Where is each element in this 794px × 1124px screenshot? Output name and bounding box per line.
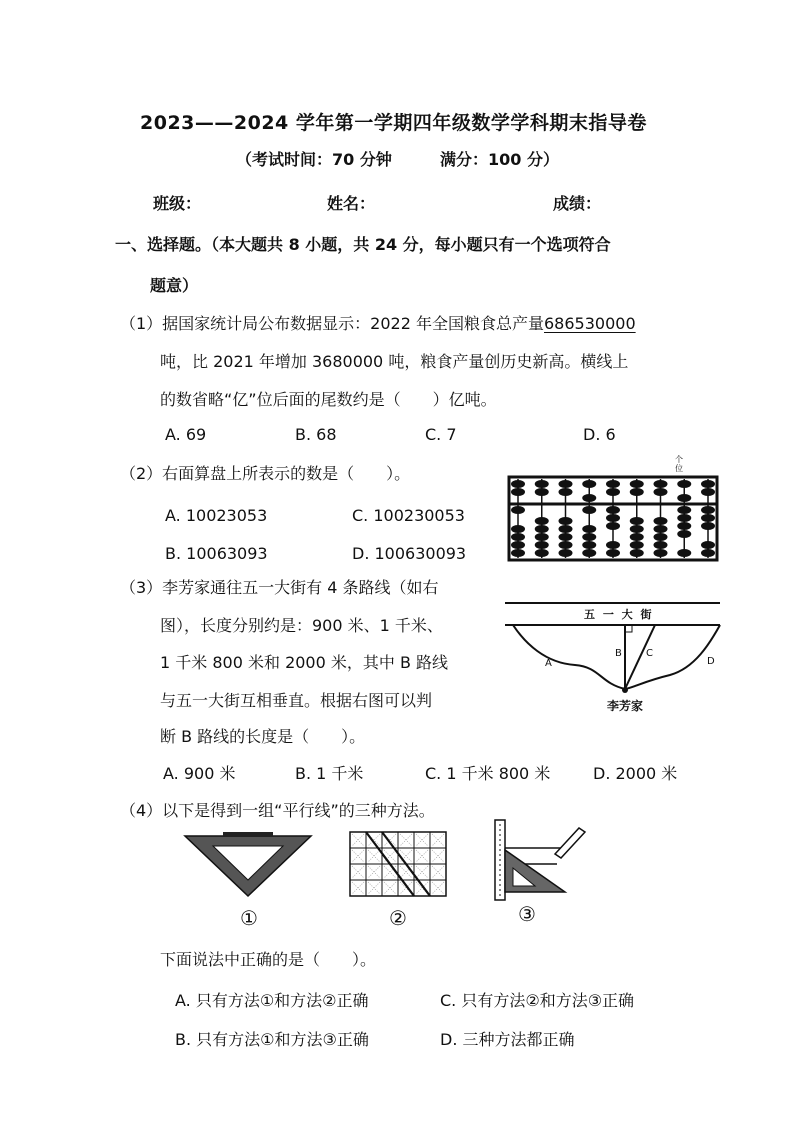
abacus-bead: [677, 480, 691, 488]
q3-line5: 断 B 路线的长度是（ ）。: [160, 727, 366, 746]
abacus-bead: [630, 525, 644, 533]
abacus-bead: [535, 525, 549, 533]
abacus-bead: [654, 541, 668, 549]
section-heading-cont: 题意）: [150, 276, 199, 295]
abacus-bead: [606, 541, 620, 549]
q1-option-c: C. 7: [425, 425, 457, 444]
abacus-bead: [535, 480, 549, 488]
abacus-bead: [559, 541, 573, 549]
abacus-bead: [582, 533, 596, 541]
abacus-bead: [701, 522, 715, 530]
home-point: [622, 687, 628, 693]
abacus-bead: [559, 517, 573, 525]
abacus-bead: [511, 525, 525, 533]
abacus-unit-char: 个: [675, 455, 683, 464]
grade-label: 成绩：: [553, 194, 602, 213]
q3-line2: 图），长度分别约是：900 米、1 千米、: [160, 616, 443, 635]
figure-label-1: ①: [240, 906, 258, 930]
map-home-label: 李芳家: [607, 699, 644, 713]
q1-line2: 吨，比 2021 年增加 3680000 吨，粮食产量创历史新高。横线上: [160, 352, 629, 371]
exam-title: 2023——2024 学年第一学期四年级数学学科期末指导卷: [140, 112, 647, 134]
abacus-bead: [535, 549, 549, 557]
route-a-label: A: [545, 658, 552, 669]
abacus-unit-label: [675, 455, 683, 473]
abacus-bead: [582, 494, 596, 502]
route-a-line: [513, 625, 625, 689]
q4-option-c: C. 只有方法②和方法③正确: [440, 991, 635, 1010]
guide-ruler: [223, 832, 273, 837]
abacus-bead: [511, 506, 525, 514]
method-3-figure: [493, 820, 588, 900]
exam-full-score: 满分：100 分）: [440, 150, 559, 169]
q4-stem: （4）以下是得到一组“平行线”的三种方法。: [120, 801, 435, 820]
route-c-label: C: [646, 648, 653, 659]
abacus-bead: [701, 488, 715, 496]
q2-option-c: C. 100230053: [352, 506, 465, 525]
abacus-bead: [630, 517, 644, 525]
abacus-bead: [677, 514, 691, 522]
abacus-bead: [559, 488, 573, 496]
abacus-bead: [654, 480, 668, 488]
q3-option-c: C. 1 千米 800 米: [425, 764, 551, 783]
abacus-bead: [511, 488, 525, 496]
abacus-bead: [606, 549, 620, 557]
abacus-bead: [582, 525, 596, 533]
figure-label-2: ②: [389, 906, 407, 930]
q1-underlined-number: 686530000: [544, 314, 636, 333]
abacus-bead: [582, 506, 596, 514]
q2-stem: （2）右面算盘上所表示的数是（ ）。: [120, 464, 411, 483]
q1-line3: 的数省略“亿”位后面的尾数约是（ ）亿吨。: [160, 390, 497, 409]
abacus-bead: [511, 480, 525, 488]
q2-option-a: A. 10023053: [165, 506, 268, 525]
q1-option-b: B. 68: [295, 425, 337, 444]
abacus-bead: [630, 488, 644, 496]
abacus-bead: [677, 494, 691, 502]
abacus-bead: [559, 533, 573, 541]
abacus-bead: [677, 530, 691, 538]
abacus-bead: [606, 522, 620, 530]
abacus-bead: [559, 480, 573, 488]
abacus-bead: [535, 533, 549, 541]
abacus-bead: [606, 514, 620, 522]
abacus-bead: [606, 506, 620, 514]
abacus-bead: [654, 533, 668, 541]
abacus-bead: [630, 533, 644, 541]
abacus-bead: [701, 514, 715, 522]
section-heading: 一、选择题。（本大题共 8 小题，共 24 分，每小题只有一个选项符合: [115, 235, 611, 254]
abacus-bead: [701, 541, 715, 549]
abacus-bead: [559, 549, 573, 557]
name-label: 姓名：: [327, 194, 376, 213]
q3-option-b: B. 1 千米: [295, 764, 364, 783]
q3-option-d: D. 2000 米: [593, 764, 678, 783]
abacus-bead: [654, 517, 668, 525]
abacus-bead: [582, 541, 596, 549]
route-d-label: D: [707, 656, 715, 667]
q4-question: 下面说法中正确的是（ ）。: [160, 950, 377, 969]
exam-time: （考试时间：70 分钟: [236, 150, 392, 169]
method-1-figure: [183, 832, 313, 898]
q3-line4: 与五一大街互相垂直。根据右图可以判: [160, 691, 433, 710]
abacus-bead: [582, 549, 596, 557]
abacus-bead: [701, 480, 715, 488]
abacus-figure: [508, 476, 718, 561]
q4-option-d: D. 三种方法都正确: [440, 1030, 575, 1049]
abacus-bead: [630, 480, 644, 488]
abacus-bead: [535, 488, 549, 496]
abacus-bead: [654, 525, 668, 533]
method-2-figure: [350, 832, 446, 896]
pencil-icon: [555, 828, 585, 858]
abacus-bead: [511, 549, 525, 557]
abacus-bead: [535, 517, 549, 525]
q3-line1: （3）李芳家通往五一大街有 4 条路线（如右: [120, 578, 439, 597]
right-angle-mark: [625, 625, 632, 632]
q1-option-a: A. 69: [165, 425, 207, 444]
q1-line1: [120, 311, 636, 334]
abacus-bead: [511, 533, 525, 541]
abacus-bead: [701, 506, 715, 514]
abacus-bead: [654, 488, 668, 496]
abacus-bead: [535, 541, 549, 549]
abacus-bead: [677, 549, 691, 557]
q3-option-a: A. 900 米: [163, 764, 236, 783]
class-label: 班级：: [153, 194, 202, 213]
q4-option-a: A. 只有方法①和方法②正确: [175, 991, 369, 1010]
q2-option-d: D. 100630093: [352, 544, 467, 563]
abacus-bead: [677, 506, 691, 514]
abacus-bead: [559, 525, 573, 533]
abacus-bead: [511, 541, 525, 549]
abacus-bead: [630, 549, 644, 557]
q2-option-b: B. 10063093: [165, 544, 268, 563]
abacus-bead: [701, 549, 715, 557]
q1-stem-prefix: （1）据国家统计局公布数据显示：2022 年全国粮食总产量: [120, 314, 544, 333]
abacus-bead: [606, 488, 620, 496]
map-street-label: 五 一 大 街: [584, 608, 654, 621]
abacus-bead: [630, 541, 644, 549]
abacus-unit-char-2: 位: [675, 464, 683, 473]
q1-option-d: D. 6: [583, 425, 616, 444]
q4-option-b: B. 只有方法①和方法③正确: [175, 1030, 369, 1049]
abacus-bead: [677, 522, 691, 530]
abacus-bead: [582, 480, 596, 488]
abacus-bead: [606, 480, 620, 488]
figure-label-3: ③: [518, 902, 536, 926]
abacus-bead: [654, 549, 668, 557]
route-b-label: B: [615, 648, 622, 659]
q3-line3: 1 千米 800 米和 2000 米，其中 B 路线: [160, 653, 449, 672]
